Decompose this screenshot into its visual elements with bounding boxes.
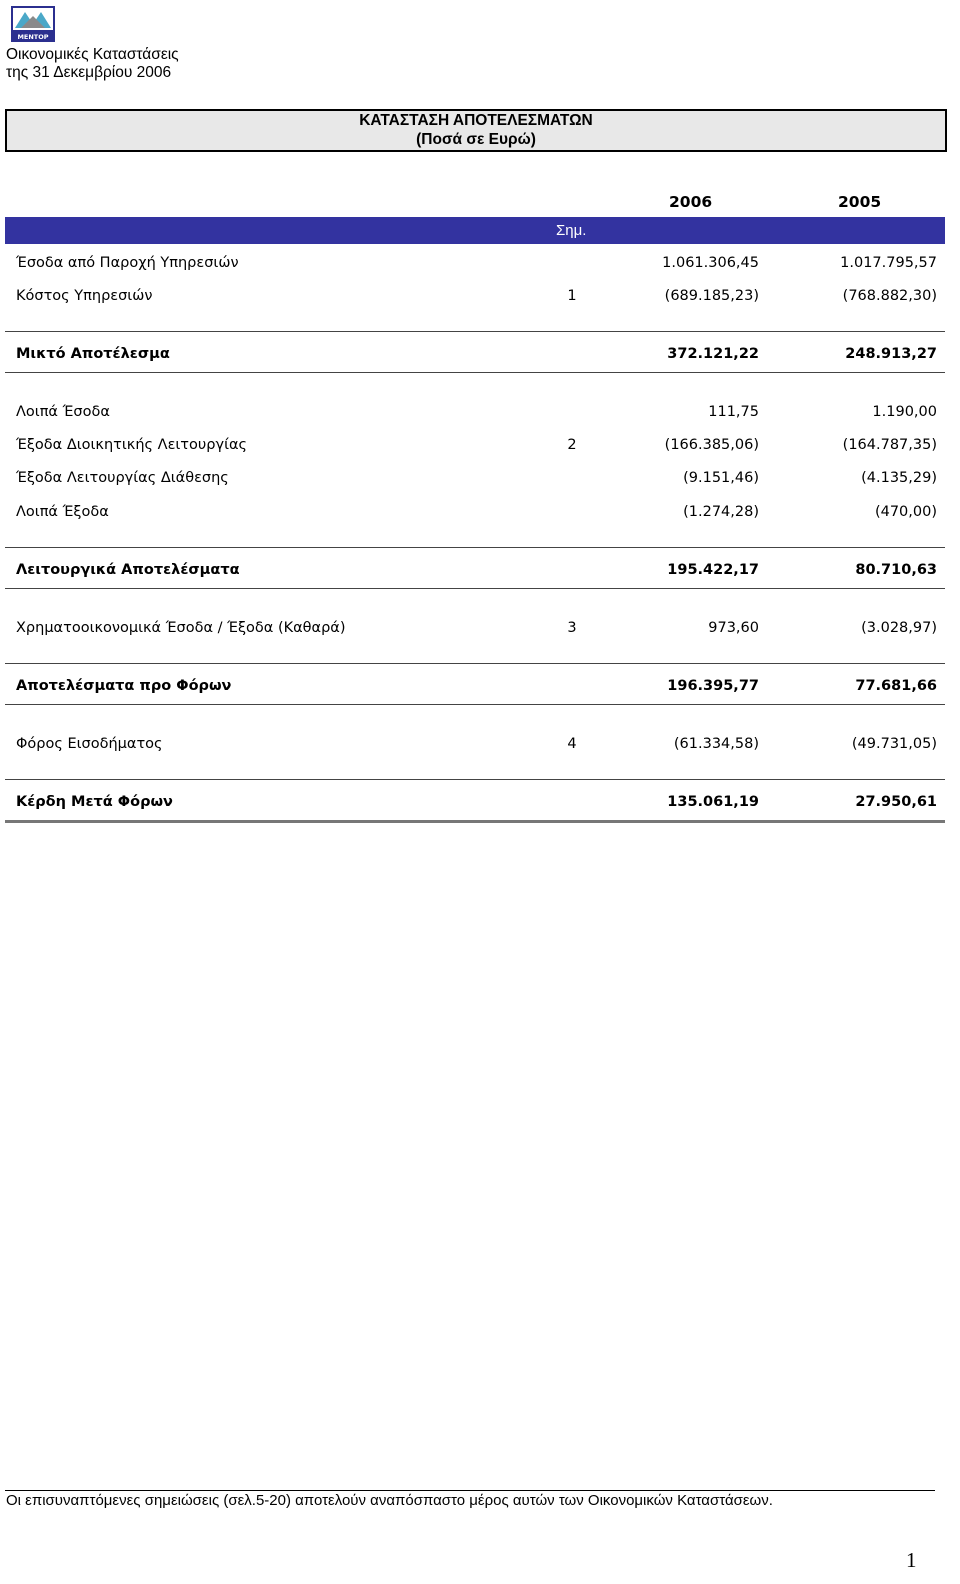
- row-value-2005: 80.710,63: [855, 562, 937, 578]
- row-note: 3: [567, 620, 577, 636]
- row-value-2006: 1.061.306,45: [662, 255, 759, 271]
- year-2006-header: 2006: [669, 193, 713, 211]
- row-value-2006: 372.121,22: [667, 346, 759, 362]
- row-value-2006: (1.274,28): [683, 504, 759, 520]
- row-label: Χρηματοοικονομικά Έσοδα / Έξοδα (Καθαρά): [16, 620, 346, 636]
- row-label: Μικτό Αποτέλεσμα: [16, 346, 170, 362]
- table-row: [0, 253, 960, 273]
- note-column-header: Σημ.: [556, 222, 587, 239]
- separator-line: [5, 372, 945, 373]
- table-row-subtotal: [0, 676, 960, 696]
- separator-line: [5, 331, 945, 332]
- separator-line: [5, 704, 945, 705]
- statement-title: ΚΑΤΑΣΤΑΣΗ ΑΠΟΤΕΛΕΣΜΑΤΩΝ: [359, 112, 593, 129]
- row-value-2006: (61.334,58): [673, 736, 759, 752]
- table-row: [0, 468, 960, 488]
- document-heading: [6, 46, 179, 82]
- statement-title-box: [5, 109, 947, 152]
- row-value-2005: (3.028,97): [861, 620, 937, 636]
- row-note: 1: [567, 288, 577, 304]
- row-value-2005: (164.787,35): [842, 437, 937, 453]
- table-row-subtotal: [0, 344, 960, 364]
- row-value-2005: 1.017.795,57: [840, 255, 937, 271]
- table-row-total: [0, 792, 960, 812]
- row-label: Λοιπά Έξοδα: [16, 504, 109, 520]
- table-row: [0, 286, 960, 306]
- row-value-2005: (49.731,05): [851, 736, 937, 752]
- row-label: Αποτελέσματα προ Φόρων: [16, 678, 232, 694]
- row-label: Λοιπά Έσοδα: [16, 404, 110, 420]
- company-logo: [11, 6, 55, 42]
- company-line-2: της 31 Δεκεμβρίου 2006: [6, 64, 172, 81]
- logo-graphic: [11, 6, 55, 42]
- separator-line: [5, 588, 945, 589]
- column-header-bar: [5, 217, 945, 244]
- logo-text: ΜΕΝΤΟΡ: [17, 33, 49, 41]
- row-value-2006: 196.395,77: [667, 678, 759, 694]
- row-label: Κόστος Υπηρεσιών: [16, 288, 153, 304]
- row-value-2005: 1.190,00: [872, 404, 937, 420]
- row-value-2006: 195.422,17: [667, 562, 759, 578]
- footer-rule: [5, 1490, 935, 1491]
- footer-note: Οι επισυναπτόμενες σημειώσεις (σελ.5-20) αποτελούν αναπόσπαστο μέρος αυτών των Οικονομικών Καταστάσεων.: [6, 1492, 773, 1509]
- row-value-2005: 248.913,27: [845, 346, 937, 362]
- row-label: Φόρος Εισοδήματος: [16, 736, 163, 752]
- row-value-2006: (689.185,23): [664, 288, 759, 304]
- company-line-1: Οικονομικές Καταστάσεις: [6, 46, 179, 63]
- row-value-2006: 111,75: [708, 404, 759, 420]
- row-value-2006: 135.061,19: [667, 794, 759, 810]
- row-note: 4: [567, 736, 577, 752]
- row-value-2005: (4.135,29): [861, 470, 937, 486]
- row-label: Κέρδη Μετά Φόρων: [16, 794, 173, 810]
- total-underline: [5, 820, 945, 823]
- row-label: Έσοδα από Παροχή Υπηρεσιών: [16, 255, 239, 271]
- table-row: [0, 618, 960, 638]
- row-label: Έξοδα Διοικητικής Λειτουργίας: [16, 437, 248, 453]
- row-value-2005: 77.681,66: [855, 678, 937, 694]
- row-note: 2: [567, 437, 577, 453]
- row-value-2005: 27.950,61: [855, 794, 937, 810]
- separator-line: [5, 547, 945, 548]
- table-row: [0, 402, 960, 422]
- statement-subtitle: (Ποσά σε Ευρώ): [416, 131, 536, 148]
- table-row: [0, 502, 960, 522]
- row-value-2006: (166.385,06): [664, 437, 759, 453]
- row-value-2005: (768.882,30): [842, 288, 937, 304]
- row-label: Έξοδα Λειτουργίας Διάθεσης: [16, 470, 229, 486]
- row-value-2006: (9.151,46): [683, 470, 759, 486]
- page-number: 1: [906, 1548, 917, 1572]
- row-value-2005: (470,00): [874, 504, 937, 520]
- row-value-2006: 973,60: [708, 620, 759, 636]
- row-label: Λειτουργικά Αποτελέσματα: [16, 562, 240, 578]
- table-row: [0, 435, 960, 455]
- year-2005-header: 2005: [838, 193, 882, 211]
- table-row: [0, 734, 960, 754]
- table-row-subtotal: [0, 560, 960, 580]
- separator-line: [5, 663, 945, 664]
- separator-line: [5, 779, 945, 780]
